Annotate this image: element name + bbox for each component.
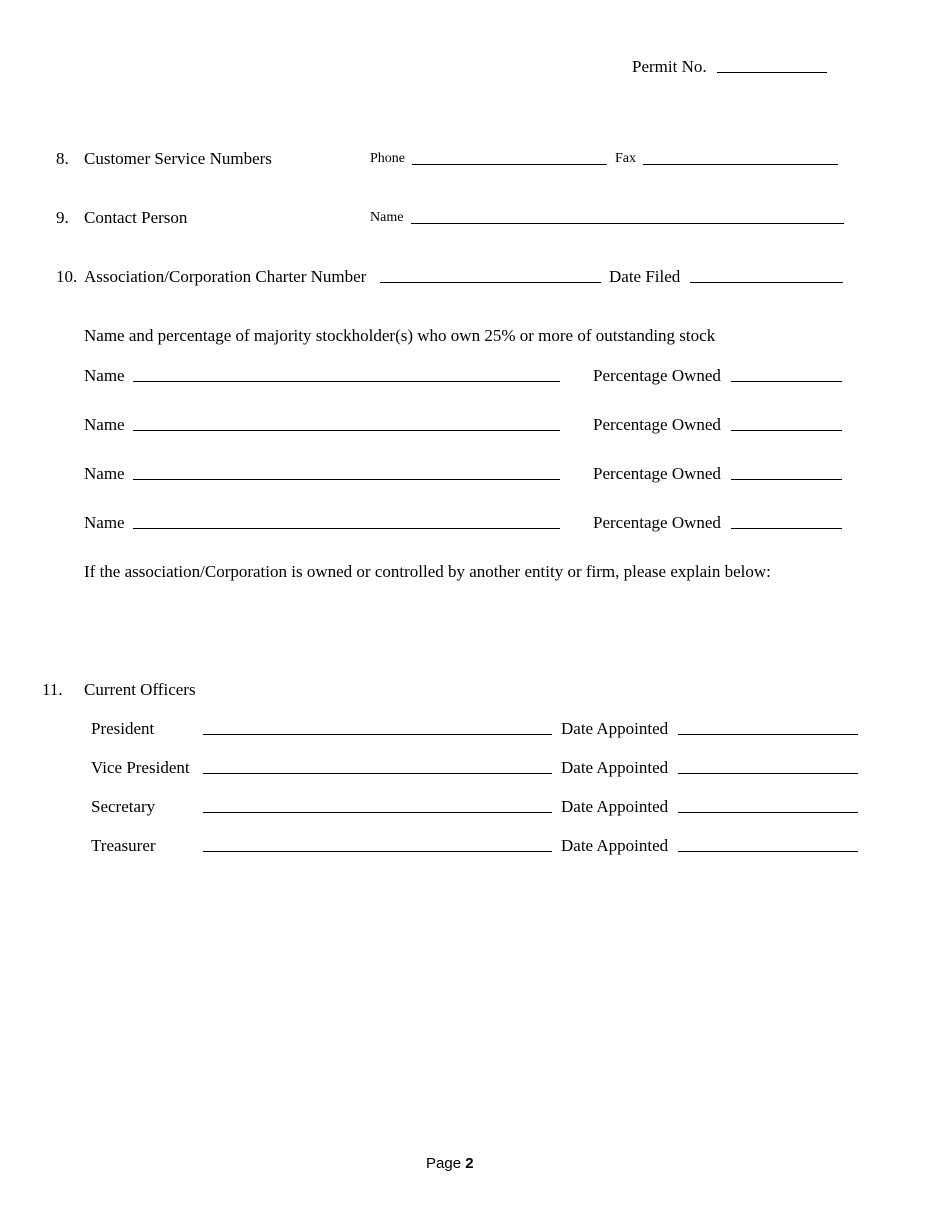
charter-number-field[interactable] (380, 282, 601, 283)
ownership-note: If the association/Corporation is owned or controlled by another entity or firm, please explain below: (84, 562, 771, 581)
date-appointed-label: Date Appointed (561, 797, 669, 816)
date-appointed-label: Date Appointed (561, 836, 669, 855)
date-appointed-label: Date Appointed (561, 719, 669, 738)
page-label: Page (426, 1155, 462, 1172)
item10-number: 10. (56, 267, 78, 286)
date-filed-label: Date Filed (609, 267, 681, 286)
stockholder-name-field[interactable] (133, 381, 560, 382)
percentage-owned-field[interactable] (731, 381, 842, 382)
item8-label: Customer Service Numbers (84, 149, 272, 168)
stockholder-name-field[interactable] (133, 528, 560, 529)
percentage-owned-label: Percentage Owned (593, 366, 721, 385)
stockholder-name-label: Name (84, 513, 125, 532)
phone-field[interactable] (412, 164, 607, 165)
officer-name-field[interactable] (203, 734, 552, 735)
ownership-explanation-area[interactable] (84, 590, 844, 660)
percentage-owned-field[interactable] (731, 528, 842, 529)
stockholder-name-field[interactable] (133, 479, 560, 480)
permit-number-field[interactable] (717, 72, 827, 73)
percentage-owned-field[interactable] (731, 430, 842, 431)
officer-name-field[interactable] (203, 851, 552, 852)
date-appointed-field[interactable] (678, 851, 858, 852)
stockholder-name-label: Name (84, 464, 125, 483)
date-appointed-label: Date Appointed (561, 758, 669, 777)
contact-name-label: Name (370, 210, 404, 225)
officer-name-field[interactable] (203, 773, 552, 774)
percentage-owned-field[interactable] (731, 479, 842, 480)
percentage-owned-label: Percentage Owned (593, 464, 721, 483)
page-footer (426, 1156, 474, 1171)
date-appointed-field[interactable] (678, 812, 858, 813)
fax-label: Fax (615, 151, 636, 166)
page-number: 2 (465, 1155, 474, 1172)
officer-title-secretary: Secretary (91, 797, 156, 816)
contact-name-field[interactable] (411, 223, 844, 224)
item8-number: 8. (56, 149, 69, 168)
permit-number-label: Permit No. (632, 57, 707, 76)
stockholder-name-label: Name (84, 415, 125, 434)
date-filed-field[interactable] (690, 282, 843, 283)
item11-label: Current Officers (84, 680, 196, 699)
stockholder-name-label: Name (84, 366, 125, 385)
item9-number: 9. (56, 208, 69, 227)
date-appointed-field[interactable] (678, 734, 858, 735)
officer-name-field[interactable] (203, 812, 552, 813)
phone-label: Phone (370, 151, 405, 166)
item10-label: Association/Corporation Charter Number (84, 267, 367, 286)
percentage-owned-label: Percentage Owned (593, 513, 721, 532)
officer-title-president: President (91, 719, 155, 738)
fax-field[interactable] (643, 164, 838, 165)
officer-title-vice-president: Vice President (91, 758, 190, 777)
item9-label: Contact Person (84, 208, 188, 227)
date-appointed-field[interactable] (678, 773, 858, 774)
stockholder-name-field[interactable] (133, 430, 560, 431)
item11-number: 11. (42, 680, 63, 699)
officer-title-treasurer: Treasurer (91, 836, 156, 855)
stockholders-intro: Name and percentage of majority stockholder(s) who own 25% or more of outstanding stock (84, 326, 716, 345)
percentage-owned-label: Percentage Owned (593, 415, 721, 434)
